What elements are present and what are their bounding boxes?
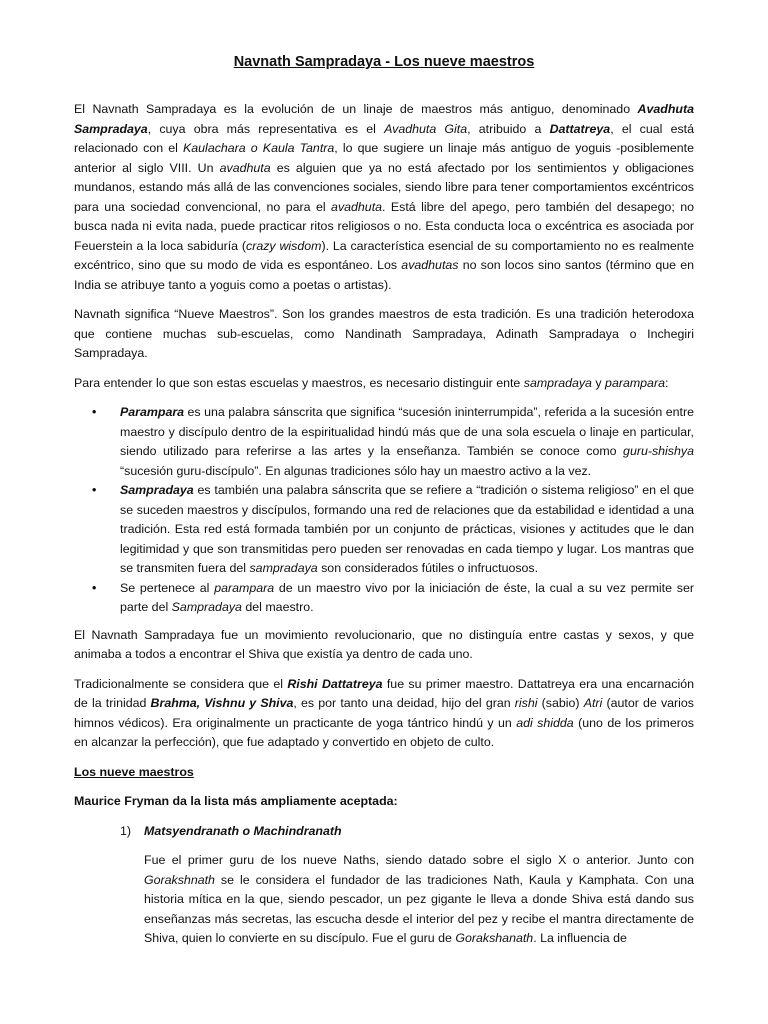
paragraph-distinction: Para entender lo que son estas escuelas y maestros, es necesario distinguir ente sampradaya y parampara:	[74, 375, 669, 390]
bullet-icon: •	[92, 580, 97, 595]
paragraph-dattatreya: Tradicionalmente se considera que el Rishi Dattatreya fue su primer maestro. Dattatreya era una encarnación de la trinidad Brahma, Vishnu y Shiva, es por tanto una deidad, hijo del gran rishi (sabio) Atri (autor de varios himnos védicos). Era originalmente un practicante de yoga tántrico hindú y un adi shidda (uno de los primeros en alcanzar la perfección), que fue adaptado y convertido en objeto de culto.	[74, 676, 694, 749]
document-title: Navnath Sampradaya - Los nueve maestros	[233, 54, 535, 70]
paragraph-movement: El Navnath Sampradaya fue un movimiento revolucionario, que no distinguía entre castas y sexos, y que animaba a todos a encontrar el Shiva que existía ya dentro de cada uno.	[74, 627, 694, 661]
section-heading: Los nueve maestros	[74, 764, 194, 779]
bullet-icon: •	[92, 483, 97, 497]
list-item	[74, 403, 694, 481]
master-description: Fue el primer guru de los nueve Naths, siendo datado sobre el siglo X o anterior. Junto con Gorakshnath se le considera el fundador de las tradiciones Nath, Kaula y Kamphata. Con una historia mítica en la que, siendo pescador, un pez gigante le lleva a donde Shiva está dando sus enseñanzas más secretas, las escucha desde el interior del pez y recibe el mantra directamente de Shiva, quien lo convierte en su discípulo. Fue el guru de Gorakshanath. La influencia de	[144, 853, 694, 945]
bullet-icon: •	[92, 405, 97, 419]
list-item	[74, 481, 694, 579]
list-intro: Maurice Fryman da la lista más ampliamente aceptada:	[74, 794, 398, 808]
list-item	[74, 579, 694, 618]
definition-list	[74, 403, 694, 618]
paragraph-navnath-meaning: Navnath significa “Nueve Maestros”. Son los grandes maestros de esta tradición. Es una tradición heterodoxa que contiene muchas sub-escuelas, como Nandinath Sampradaya, Adinath Sampradaya o Inchegiri Sampradaya.	[74, 307, 694, 360]
master-number: 1)	[120, 823, 132, 838]
document-body	[74, 100, 694, 949]
list-item-text: Sampradaya es también una palabra sánscrita que se refiere a “tradición o sistema religioso” en el que se suceden maestros y discípulos, formando una red de relaciones que da estabilidad e identidad a una tradición. Esta red está formada también por un conjunto de prácticas, visiones y actitudes que le dan legitimidad y que son transmitidas pero pueden ser renovadas en cada tiempo y lugar. Los mantras que se transmiten fuera del sampradaya son considerados fútiles o infructuosos.	[120, 483, 694, 575]
paragraph-avadhuta: El Navnath Sampradaya es la evolución de un linaje de maestros más antiguo, denominado Avadhuta Sampradaya, cuya obra más representativa es el Avadhuta Gita, atribuido a Dattatreya, el cual está relacionado con el Kaulachara o Kaula Tantra, lo que sugiere un linaje más antiguo de yoguis -posiblemente anterior al siglo VIII. Un avadhuta es alguien que ya no está afectado por los sentimientos y obligaciones mundanos, estando más allá de las convenciones sociales, siendo libre para tener comportamientos excéntricos para una sociedad convencional, no para el avadhuta. Está libre del apego, pero también del desapego; no busca nada ni evita nada, puede practicar ritos religiosos o no. Esta conducta loca o excéntrica es asociada por Feuerstein a la loca sabiduría (crazy wisdom). La característica esencial de su comportamiento no es realmente excéntrico, sino que su modo de vida es espontáneo. Los avadhutas no son locos sino santos (término que en India se atribuye tanto a yoguis como a poetas o artistas).	[74, 102, 695, 292]
master-item	[74, 822, 694, 949]
master-name: Matsyendranath o Machindranath	[144, 823, 342, 838]
list-item-text: Parampara es una palabra sánscrita que significa “sucesión ininterrumpida”, referida a la sucesión entre maestro y discípulo dentro de la espiritualidad hindú más que de una sola escuela o linaje en particular, siendo utilizado para referirse a las artes y la enseñanza. También se conoce como guru-shishya “sucesión guru-discípulo”. En algunas tradiciones sólo hay un maestro activo a la vez.	[120, 405, 694, 478]
list-item-text: Se pertenece al parampara de un maestro vivo por la iniciación de éste, la cual a su vez permite ser parte del Sampradaya del maestro.	[120, 580, 694, 614]
